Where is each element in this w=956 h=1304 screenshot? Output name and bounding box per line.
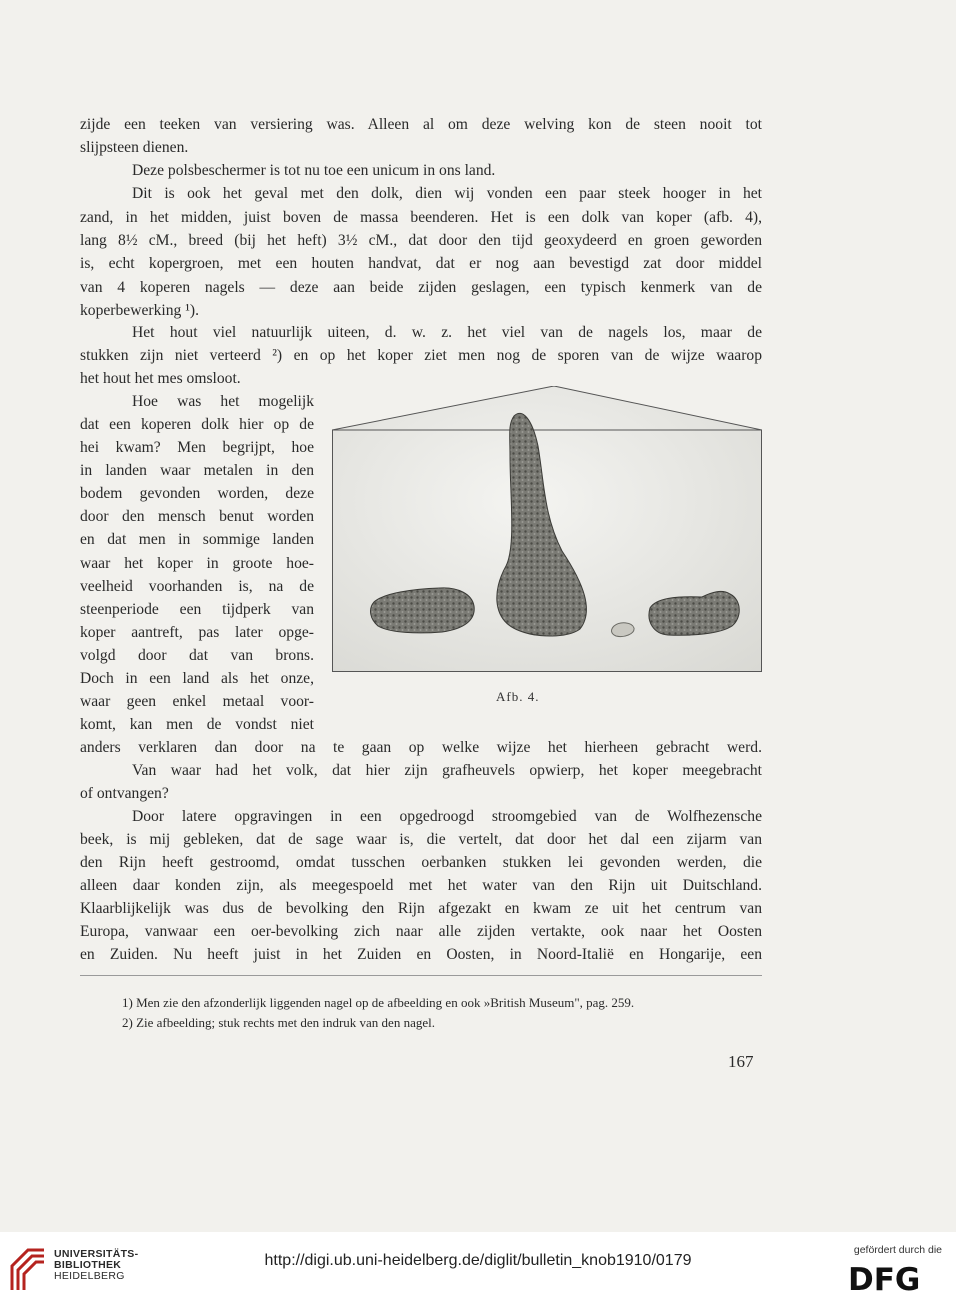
body-line: in landen waar metalen in den — [80, 462, 314, 479]
footnote: 1) Men zie den afzonderlijk liggenden nagel op de afbeelding en ook »British Museum", pag. 259. — [122, 995, 635, 1010]
body-line: komt, kan men de vondst niet — [80, 716, 314, 733]
figure-caption: Afb. 4. — [496, 689, 540, 704]
body-line: anders verklaren dan door na te gaan op welke wijze het hierheen gebracht werd. — [80, 739, 762, 756]
body-line: het hout het mes omsloot. — [80, 370, 241, 387]
funded-by-label: gefördert durch die — [853, 1244, 942, 1256]
body-line: door den mensch benut worden — [80, 508, 314, 525]
body-line: bodem gevonden worden, deze — [80, 485, 314, 502]
dagger-photograph — [332, 386, 762, 672]
library-name-line: BIBLIOTHEK — [54, 1259, 122, 1271]
body-line: alleen daar konden zijn, als meegespoeld met het water van den Rijn uit Duitschland. — [80, 877, 762, 894]
body-line: Het hout viel natuurlijk uiteen, d. w. z. het viel van de nagels los, maar de — [132, 324, 762, 341]
footer-bar — [0, 1232, 956, 1304]
body-line: waar het koper in groote hoe- — [80, 555, 314, 572]
body-line: waar geen enkel metaal voor- — [80, 693, 314, 710]
body-line: Door latere opgravingen in een opgedroogd stroomgebied van de Wolfhezensche — [132, 808, 762, 825]
body-line: dat een koperen dolk hier op de — [80, 416, 314, 433]
body-line: en dat men in sommige landen — [80, 531, 314, 548]
body-line: is, echt kopergroen, met een houten handvat, dat er nog aan bevestigd zat door middel — [80, 255, 762, 272]
body-line: en Zuiden. Nu heeft juist in het Zuiden en Oosten, in Noord-Italië en Hongarije, een — [80, 946, 762, 963]
body-line: Dit is ook het geval met den dolk, dien wij vonden een paar steek hooger in het — [132, 185, 762, 202]
body-line: steenperiode een tijdperk van — [80, 601, 314, 618]
body-line: Klaarblijkelijk was dus de bevolking den Rijn afgezakt en kwam ze uit het centrum van — [80, 900, 762, 917]
body-line: den Rijn heeft gestroomd, omdat tusschen oerbanken stukken lei gevonden werden, die — [80, 854, 762, 871]
body-line: Deze polsbeschermer is tot nu toe een unicum in ons land. — [132, 162, 496, 179]
body-line: slijpsteen dienen. — [80, 139, 189, 156]
body-line: koperbewerking ¹). — [80, 302, 199, 319]
body-line: hei kwam? Men begrijpt, hoe — [80, 439, 314, 456]
body-line: zijde een teeken van versiering was. Alleen al om deze welving kon de steen nooit tot — [80, 116, 762, 133]
body-line: zand, in het midden, juist boven de massa beenderen. Het is een dolk van koper (afb. 4), — [80, 209, 762, 226]
body-line: volgd door dat van brons. — [80, 647, 314, 664]
body-line: of ontvangen? — [80, 785, 169, 802]
body-line: veelheid voorhanden is, na de — [80, 578, 314, 595]
body-line: Doch in een land als het onze, — [80, 670, 314, 687]
body-line: koper aantreft, pas later opge- — [80, 624, 314, 641]
dfg-logo-text: DFG — [848, 1262, 921, 1294]
permalink-url[interactable]: http://digi.ub.uni-heidelberg.de/diglit/bulletin_knob1910/0179 — [264, 1252, 692, 1269]
dfg-logo — [848, 1262, 944, 1294]
body-line: Europa, vanwaar een oer-bevolking zich naar alle zijden vertakte, ook naar het Oosten — [80, 923, 762, 940]
body-line: Van waar had het volk, dat hier zijn grafheuvels opwierp, het koper meegebracht — [132, 762, 762, 779]
body-line: Hoe was het mogelijk — [132, 393, 314, 410]
body-line: beek, is mij gebleken, dat de sage waar is, die vertelt, dat door het dal een zijarm van — [80, 831, 762, 848]
body-line: van 4 koperen nagels — deze aan beide zijden geslagen, een typisch kenmerk van de — [80, 279, 762, 296]
body-line: stukken zijn niet verteerd ²) en op het koper ziet men nog de sporen van de wijze waarop — [80, 347, 762, 364]
library-name-line: HEIDELBERG — [54, 1270, 125, 1282]
footnote: 2) Zie afbeelding; stuk rechts met den indruk van den nagel. — [122, 1015, 435, 1030]
body-line: lang 8½ cM., breed (bij het heft) 3½ cM., dat door den tijd geoxydeerd en groen geworden — [80, 232, 762, 249]
page-number: 167 — [728, 1052, 754, 1071]
footnote-rule — [80, 975, 762, 976]
library-name-line: UNIVERSITÄTS- — [54, 1248, 139, 1260]
